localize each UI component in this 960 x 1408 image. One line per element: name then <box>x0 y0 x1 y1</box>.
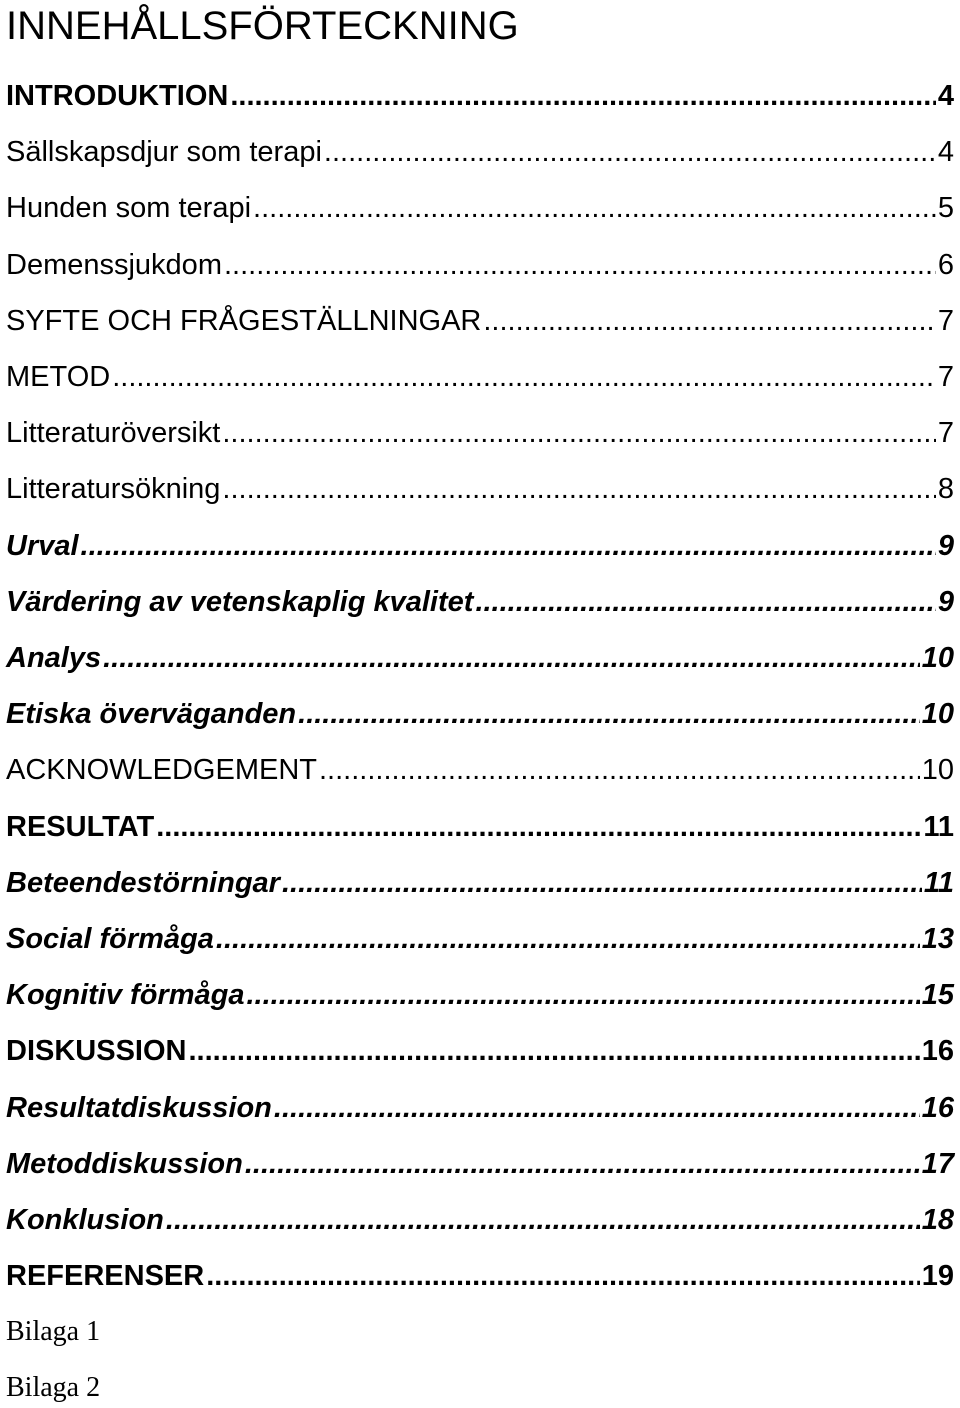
toc-entry-label: Demenssjukdom <box>6 248 222 281</box>
toc-entry[interactable] <box>6 1086 954 1130</box>
toc-entry-page-number: 4 <box>937 80 954 112</box>
toc-entry[interactable] <box>6 74 954 118</box>
toc-entry-label: Litteratursökning <box>6 473 221 506</box>
toc-entry-label: METOD <box>6 361 111 393</box>
toc-entry-page-number: 8 <box>937 473 954 506</box>
toc-dot-leader <box>230 74 936 118</box>
toc-entry[interactable] <box>6 692 954 736</box>
toc-dot-leader <box>274 1086 920 1130</box>
toc-entry-label: Urval <box>6 529 79 562</box>
toc-entry-label: Konklusion <box>6 1204 164 1236</box>
toc-entry[interactable] <box>6 411 954 455</box>
toc-entry-page-number: 6 <box>937 248 954 281</box>
toc-entry[interactable] <box>6 355 954 399</box>
toc-dot-leader <box>282 861 922 905</box>
toc-entry-page-number: 18 <box>921 1204 954 1236</box>
toc-entry-label: Etiska överväganden <box>6 698 297 731</box>
toc-dot-leader <box>319 748 920 792</box>
toc-entry[interactable] <box>6 243 954 287</box>
toc-entry-page-number: 13 <box>921 923 954 955</box>
toc-entry-label: Litteraturöversikt <box>6 417 221 450</box>
toc-entry[interactable] <box>6 917 954 961</box>
toc-dot-leader <box>483 299 936 343</box>
toc-dot-leader <box>475 580 935 624</box>
toc-entry-page-number: 10 <box>921 754 954 787</box>
toc-entry-label: Analys <box>6 642 102 674</box>
toc-entry-label: SYFTE OCH FRÅGESTÄLLNINGAR <box>6 304 482 337</box>
appendix-item: Bilaga 1 <box>6 1316 101 1347</box>
toc-entry[interactable] <box>6 1142 954 1186</box>
toc-entry[interactable] <box>6 636 954 680</box>
toc-dot-leader <box>246 973 919 1017</box>
toc-dot-leader <box>298 692 920 736</box>
appendix-item: Bilaga 2 <box>6 1372 101 1403</box>
toc-dot-leader <box>245 1142 920 1186</box>
toc-entry[interactable] <box>6 130 954 174</box>
toc-entry[interactable] <box>6 1254 954 1298</box>
toc-entry-page-number: 7 <box>937 417 954 450</box>
toc-entry-page-number: 16 <box>921 1035 954 1068</box>
toc-entry[interactable] <box>6 524 954 568</box>
toc-entry[interactable] <box>6 580 954 624</box>
toc-entry-label: Hunden som terapi <box>6 192 252 225</box>
toc-entry[interactable] <box>6 1198 954 1242</box>
toc-entry-page-number: 19 <box>921 1260 954 1293</box>
toc-entry[interactable] <box>6 299 954 343</box>
toc-entry[interactable] <box>6 186 954 230</box>
toc-entry[interactable] <box>6 1029 954 1073</box>
toc-dot-leader <box>324 130 936 174</box>
toc-entry-label: Social förmåga <box>6 923 214 955</box>
toc-entry-page-number: 9 <box>937 585 954 618</box>
toc-entry-label: Beteendestörningar <box>6 866 280 899</box>
toc-entry-label: RESULTAT <box>6 810 155 843</box>
toc-dot-leader <box>222 411 936 455</box>
toc-entry-page-number: 7 <box>937 361 954 393</box>
toc-entry-page-number: 4 <box>937 136 954 169</box>
toc-entry-page-number: 17 <box>921 1147 954 1180</box>
toc-entry-page-number: 11 <box>923 810 954 843</box>
toc-entry[interactable] <box>6 748 954 792</box>
toc-dot-leader <box>103 636 920 680</box>
toc-dot-leader <box>188 1029 919 1073</box>
toc-entry[interactable] <box>6 805 954 849</box>
toc-entry-label: Kognitiv förmåga <box>6 979 245 1012</box>
toc-entry-page-number: 11 <box>923 866 954 899</box>
toc-entry-page-number: 5 <box>937 192 954 225</box>
toc-entry-page-number: 10 <box>921 642 954 674</box>
toc-dot-leader <box>81 524 936 568</box>
toc-dot-leader <box>253 186 936 230</box>
toc-dot-leader <box>166 1198 920 1242</box>
toc-entry[interactable] <box>6 467 954 511</box>
toc-entry-label: ACKNOWLEDGEMENT <box>6 754 317 787</box>
toc-dot-leader <box>222 467 935 511</box>
toc-dot-leader <box>216 917 920 961</box>
toc-entry[interactable] <box>6 861 954 905</box>
toc-entry-page-number: 9 <box>937 529 954 562</box>
toc-entry-label: REFERENSER <box>6 1260 205 1293</box>
page-title: INNEHÅLLSFÖRTECKNING <box>6 4 519 48</box>
toc-entry-label: Metoddiskussion <box>6 1147 243 1180</box>
toc-dot-leader <box>224 243 936 287</box>
toc-entry-label: DISKUSSION <box>6 1035 187 1068</box>
toc-entry[interactable] <box>6 973 954 1017</box>
toc-entry-page-number: 10 <box>921 698 954 731</box>
toc-dot-leader <box>206 1254 920 1298</box>
toc-entry-page-number: 15 <box>921 979 954 1012</box>
toc-entry-label: Värdering av vetenskaplig kvalitet <box>6 585 474 618</box>
toc-entry-label: Sällskapsdjur som terapi <box>6 136 322 169</box>
toc-entry-page-number: 16 <box>921 1091 954 1124</box>
toc-entry-page-number: 7 <box>937 304 954 337</box>
toc-entry-label: INTRODUKTION <box>6 80 229 112</box>
toc-dot-leader <box>112 355 936 399</box>
toc-dot-leader <box>156 805 921 849</box>
toc-entry-label: Resultatdiskussion <box>6 1091 272 1124</box>
